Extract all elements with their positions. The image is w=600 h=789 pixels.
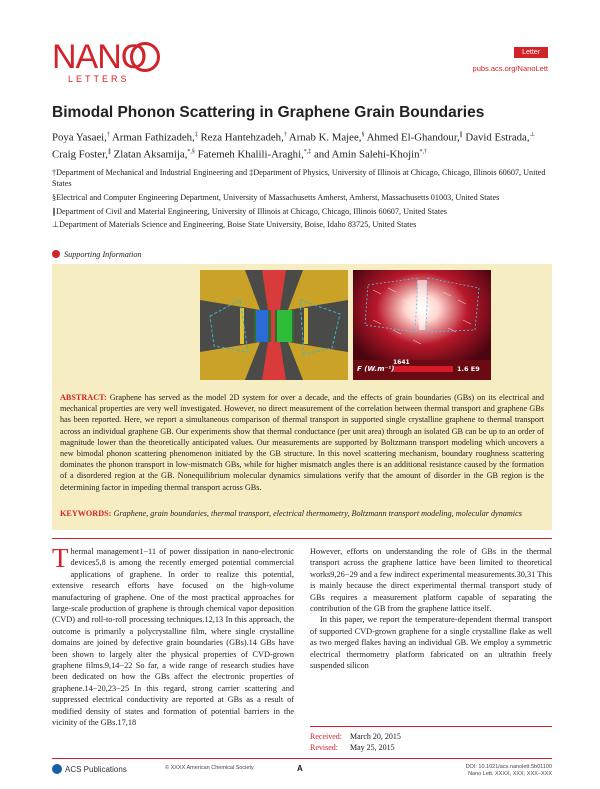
supporting-info-icon (52, 250, 60, 258)
author-affil-mark: § (361, 132, 365, 138)
author-affil-mark: *,† (419, 149, 428, 156)
author-affil-mark: ∥ (459, 132, 463, 138)
keywords (60, 508, 544, 519)
author-affil-mark: ‡ (194, 132, 198, 138)
author-name[interactable]: Fatemeh Khalili-Araghi, (197, 148, 304, 161)
author-list (52, 128, 552, 162)
logo-ring-icon (130, 42, 160, 72)
affiliation-item: ∥Department of Civil and Material Engineering, University of Illinois at Chicago, Chicago, Illinois 60607, United States (52, 206, 447, 216)
article-title: Bimodal Phonon Scattering in Graphene Grain Boundaries (52, 104, 485, 121)
revised-label: Revised: (310, 743, 338, 752)
author-affil-mark: *,§ (187, 149, 195, 156)
received-label: Received: (310, 732, 342, 741)
affiliation-item: †Department of Mechanical and Industrial Engineering and ‡Department of Physics, University of Illinois at Chicago, Chicago, Illinois 60607, United States (52, 168, 546, 189)
acs-publications-logo[interactable] (52, 764, 127, 774)
body-paragraph: In this paper, we report the temperature-dependent thermal transport of supported CVD-grown graphene for a single crystalline flake as well as two merged flakes having an individual GB. We employ a symmetric electrical thermometry platform fabricated on an ultrathin freely suspended silicon (310, 615, 552, 671)
article-type-badge: Letter (514, 47, 548, 58)
device-micrograph-graphic (200, 270, 348, 380)
author-affil-mark: *,‡ (303, 149, 312, 156)
author-affil-mark: † (106, 132, 110, 138)
logo-nano-text: NANO (52, 38, 147, 76)
supporting-info-link[interactable] (52, 250, 142, 259)
drop-cap: T (52, 543, 69, 573)
colorbar-max-label: 1.6 E9 (457, 365, 480, 373)
keywords-list: Graphene, grain boundaries, thermal transport, electrical thermometry, Boltzmann transport modeling, molecular dynamics (113, 509, 522, 518)
page-number: A (297, 764, 303, 773)
author-name[interactable]: Arnab K. Majee, (288, 131, 362, 144)
abstract (60, 392, 544, 493)
colorbar-min-label: 1641 (393, 359, 410, 366)
doi-link[interactable]: DOI: 10.1021/acs.nanolett.5b01100 (465, 764, 552, 770)
author-name[interactable]: David Estrada, (465, 131, 530, 144)
colorbar-label: F (W.m⁻¹) (357, 365, 395, 373)
received-date: March 20, 2015 (350, 732, 401, 741)
affiliation-list (52, 167, 552, 233)
abstract-body: Graphene has served as the model 2D system for over a decade, and the effects of grain boundaries (GBs) on its electrical and mechanical properties are very well investigated. However, no direct measurement of the correlation between thermal transport and graphene GBs has been reported. Here, we report a simultaneous comparison of thermal transport in supported single crystalline graphene to thermal transport across an individual graphene GB. Our experiments show that thermal conductance (per unit area) through an isolated GB can be up to an order of magnitude lower than the theoretically anticipated values. Our measurements are supported by Boltzmann transport modeling which uncovers a new bimodal phonon scattering phenomenon initiated by the GB structure. In this novel scattering mechanism, boundary roughness scattering dominates the phonon transport in low-mismatch GBs, while for higher mismatch angles there is an additional resistance caused by the formation of a disordered region at the GB. Nonequilibrium molecular dynamics simulations verify that the amount of disorder in the GB region is the determining factor in impeding thermal transport across GBs. (60, 393, 544, 492)
journal-logo (52, 40, 172, 82)
journal-url-link[interactable]: pubs.acs.org/NanoLett (472, 64, 548, 73)
author-name[interactable]: and Amin Salehi-Khojin (313, 148, 420, 161)
citation-text: Nano Lett. XXXX, XXX, XXX−XXX (468, 771, 552, 777)
revised-date: May 25, 2015 (350, 743, 395, 752)
logo-letters-text: LETTERS (68, 74, 130, 84)
section-divider (52, 538, 552, 539)
publication-dates (310, 726, 552, 753)
abstract-box (52, 264, 552, 530)
author-name[interactable]: Ahmed El-Ghandour, (366, 131, 460, 144)
author-affil-mark: † (283, 132, 287, 138)
author-affil-mark: ⊥ (529, 132, 535, 138)
body-column-left (52, 543, 294, 729)
affiliation-item: §Electrical and Computer Engineering Department, University of Massachusetts Amherst, Amherst, Massachusetts 01003, United States (52, 192, 500, 202)
publisher-name: ACS Publications (65, 765, 127, 774)
body-column-right (310, 546, 552, 671)
affiliation-item: ⊥Department of Materials Science and Engineering, Boise State University, Boise, Idaho 83725, United States (52, 220, 417, 230)
author-name[interactable]: Poya Yasaei, (52, 131, 107, 144)
abstract-label: ABSTRACT: (60, 393, 107, 402)
author-name[interactable]: Reza Hantehzadeh, (200, 131, 284, 144)
footer-divider (52, 758, 552, 759)
author-affil-mark: ∥ (107, 149, 111, 156)
author-name[interactable]: Craig Foster, (52, 148, 108, 161)
doi-block (466, 764, 552, 778)
acs-logo-icon (52, 764, 62, 774)
body-paragraph: hermal management1−11 of power dissipation in nano-electronic devices5,8 is among the recently emerged potential commercial applications of graphene. In order to realize this potential, extensive research efforts have focused on the high-volume manufacturing of graphene. One of the most practical approaches for large-scale production of graphene is through chemical vapor deposition (CVD) and roll-to-roll processing techniques.12,13 In this approach, the outcome is primarily a polycrystalline film, where single crystalline domains are joined by defective grain boundaries (GBs).14 GBs have been shown to largely alter the physical properties of CVD-grown graphene films.9,14−22 So far, a wide range of research studies have been dedicated on how the GBs affect the electronic properties of graphene.14−20,23−25 In this regard, strong carrier scattering and suppressed electrical conductivity are reported at GBs as a result of modified density of states and formation of potential barriers in the vicinity of the GBs.17,18 (52, 547, 294, 728)
copyright-notice: © XXXX American Chemical Society (165, 765, 254, 771)
supporting-info-label: Supporting Information (64, 250, 142, 259)
keywords-label: KEYWORDS: (60, 509, 112, 518)
toc-heat-flux-map (353, 270, 491, 380)
body-paragraph: However, efforts on understanding the role of GBs in the thermal transport across the graphene lattice have been limited to theoretical works9,26−29 and a few indirect experimental measurements.30,31 This is mainly because the direct experimental thermal transport study of GBs requires a measurement platform capable of separating the contribution of the GB from the graphene lattice itself. (310, 547, 552, 614)
heat-flux-simulation-graphic (353, 270, 491, 380)
author-name[interactable]: Zlatan Aksamija, (113, 148, 188, 161)
toc-device-image (200, 270, 348, 380)
author-name[interactable]: Arman Fathizadeh, (112, 131, 195, 144)
